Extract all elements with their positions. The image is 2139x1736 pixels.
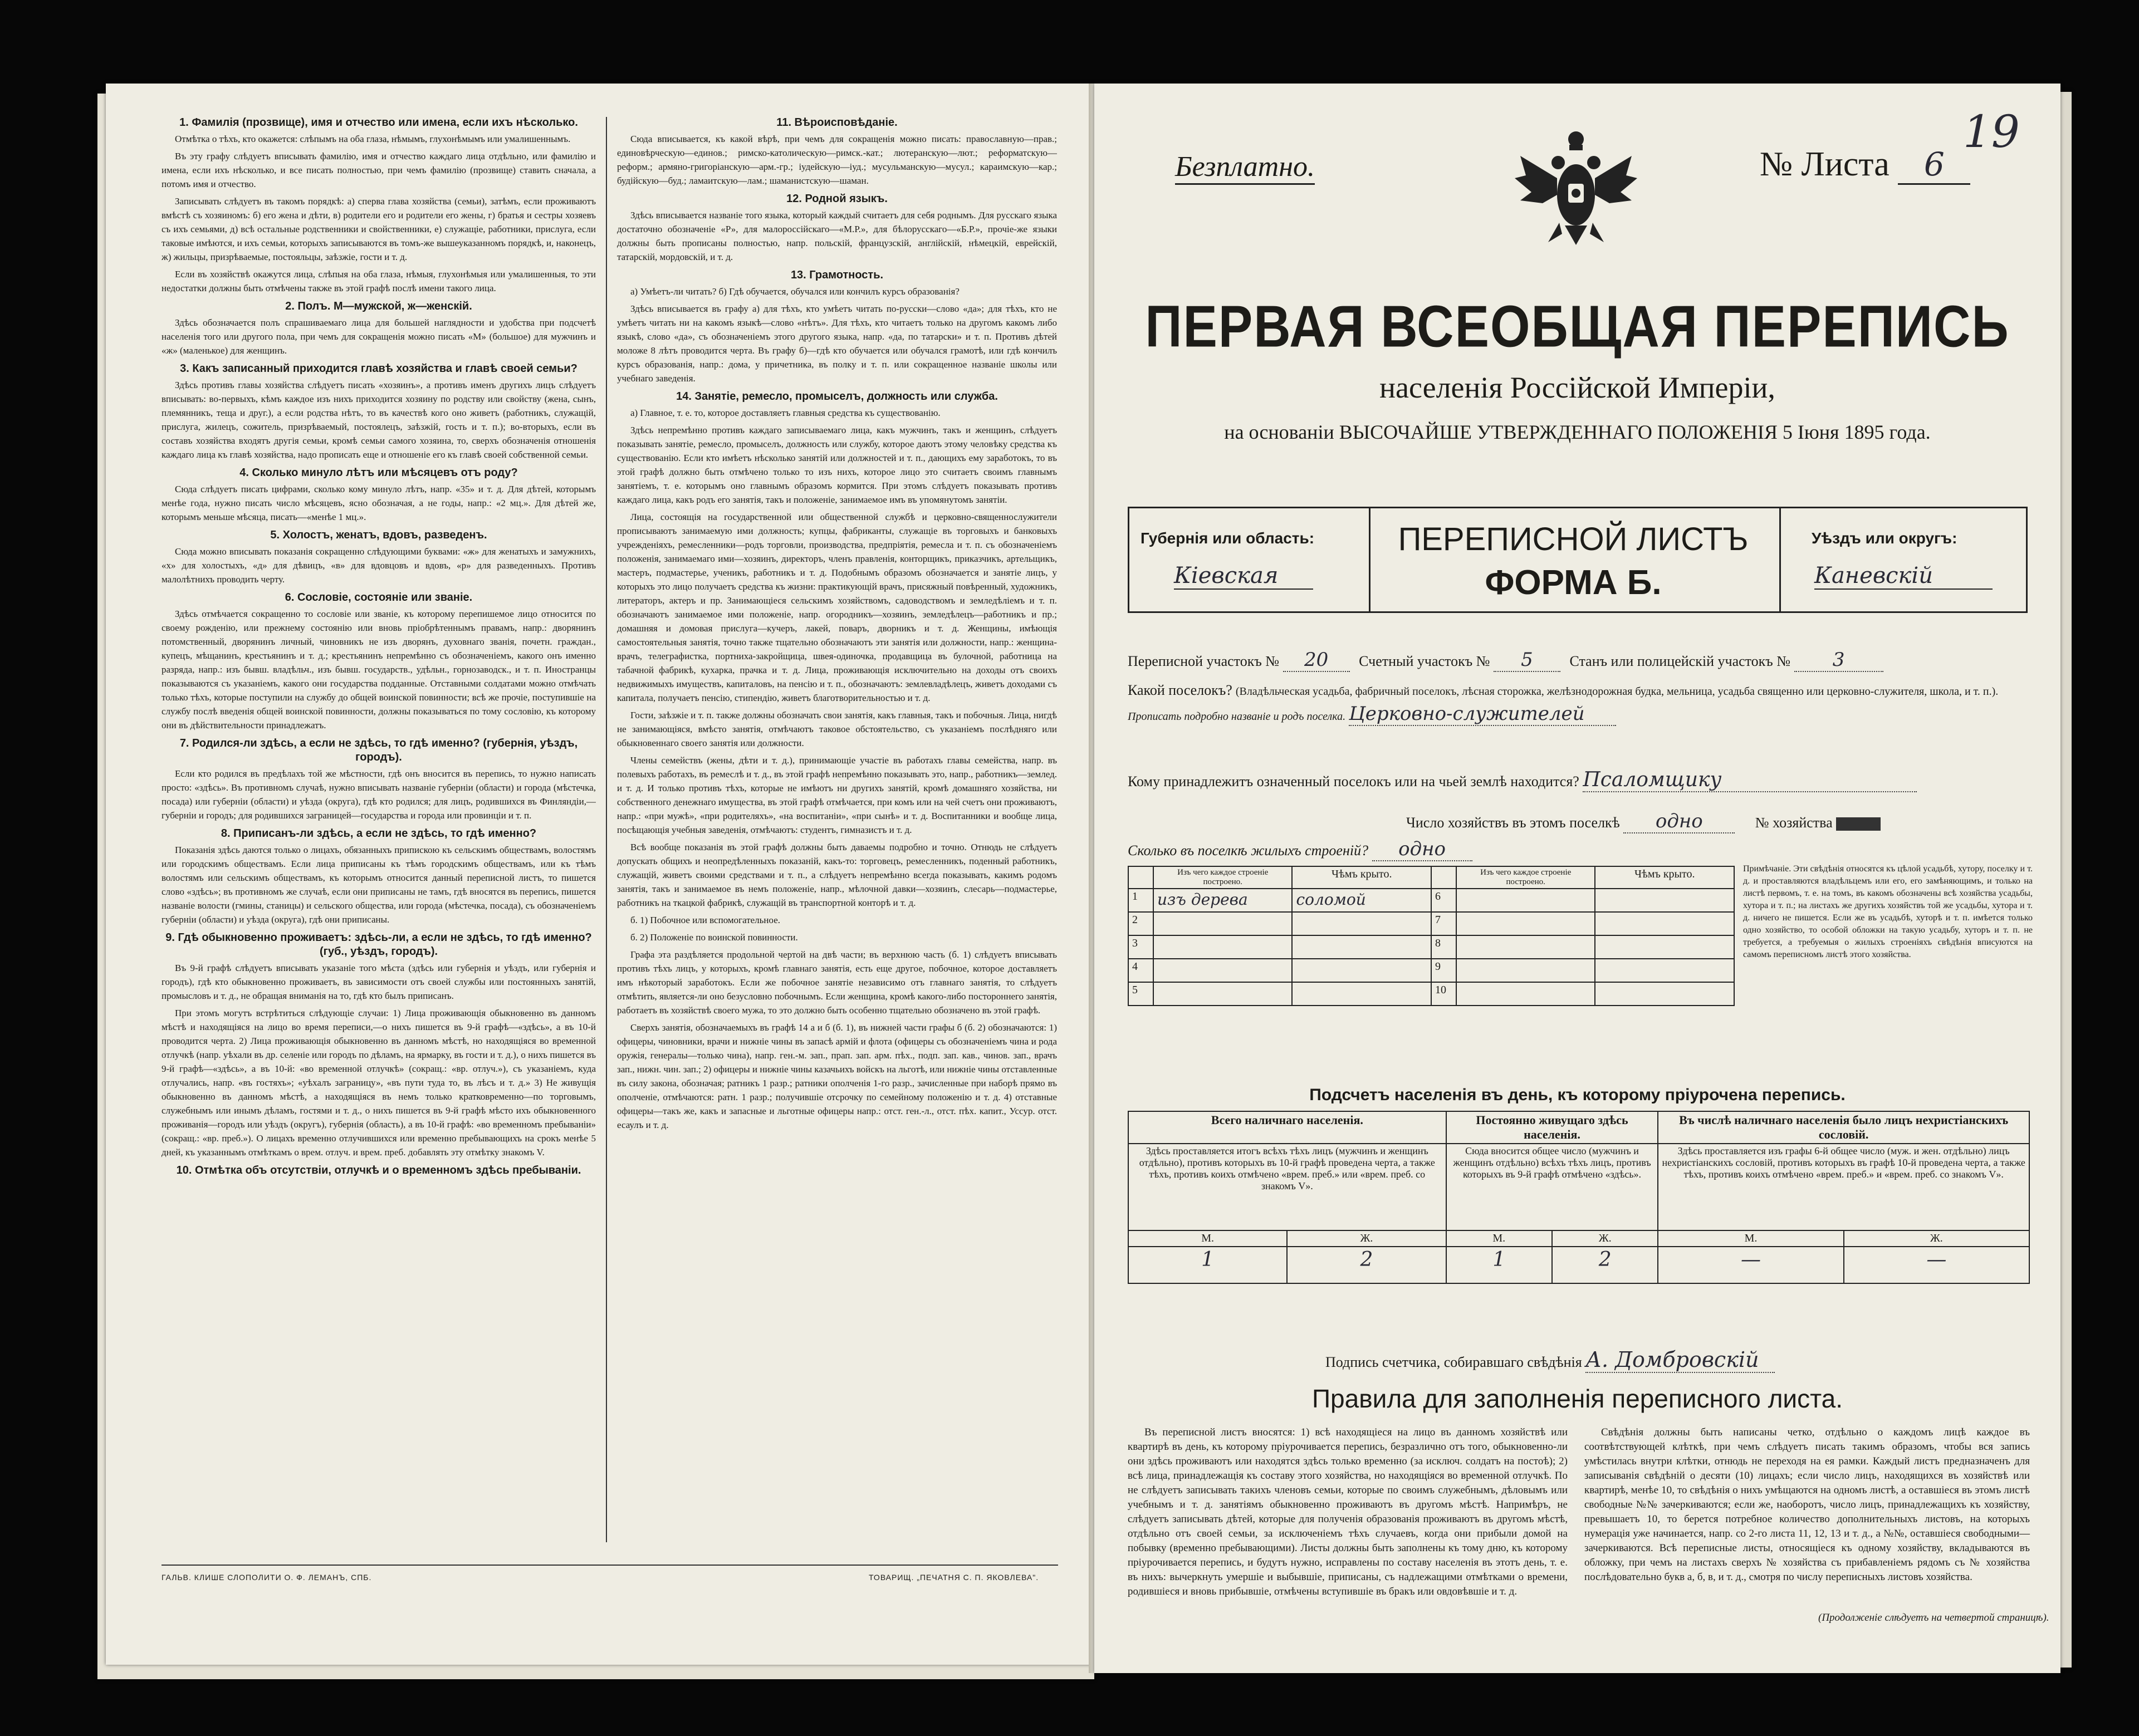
settlement-hint: (Владѣльческая усадьба, фабричный поселокъ, лѣсная сторожка, желѣзнодорожная будка, мельница, усадьба священно или церковно-служителя, школа, и т. п.).	[1235, 685, 1999, 698]
instruction-heading: 14. Занятіе, ремесло, промыселъ, должность или служба.	[676, 390, 998, 403]
building-material[interactable]	[1153, 959, 1293, 982]
counting-district-value[interactable]: 5	[1494, 649, 1560, 672]
female-count[interactable]: 2	[1287, 1247, 1446, 1283]
signature-label: Подпись счетчика, собиравшаго свѣдѣнія	[1325, 1354, 1582, 1370]
sheet-number-label: № Листа	[1760, 145, 1890, 183]
building-material[interactable]	[1153, 912, 1293, 935]
census-title: ПЕРВАЯ ВСЕОБЩАЯ ПЕРЕПИСЬ	[1145, 294, 2010, 360]
building-row	[1128, 935, 1734, 959]
column-divider	[606, 117, 607, 1542]
district-line	[1128, 649, 1883, 672]
gubernia-value[interactable]: Кіевская	[1174, 563, 1313, 590]
roof-header: Чѣмъ крыто.	[1292, 866, 1431, 889]
building-roof[interactable]	[1595, 889, 1734, 912]
building-number: 9	[1431, 959, 1456, 982]
male-count[interactable]: 1	[1446, 1247, 1552, 1283]
instruction-paragraph: Записывать слѣдуетъ въ такомъ порядкѣ: а) сперва глава хозяйства (семьи), затѣмъ, если проживаютъ вмѣстѣ съ хозяиномъ: б) его жена и дѣти, в) родители его и родители его жены, г) братья и сестры хозяевъ съ ихъ семьями, д) всѣ остальные родственники и свойственники, е) служащіе, работники, прислуга, если таковые имѣются, и ихъ семьи, которыхъ записываются въ томъ-же вышеуказанномъ порядкѣ, и, наконецъ, ж) жильцы, призрѣваемые, постояльцы, заѣзжіе, гости и т. д.	[161, 196, 596, 262]
building-roof[interactable]	[1292, 982, 1431, 1006]
rules-title: Правила для заполненія переписного листа.	[1311, 1384, 1843, 1413]
instruction-heading: 1. Фамилія (прозвище), имя и отчество или имена, если ихъ нѣсколько.	[179, 116, 578, 129]
building-material[interactable]: изъ дерева	[1153, 889, 1293, 912]
population-count-table	[1128, 1111, 2030, 1284]
building-material[interactable]	[1456, 889, 1595, 912]
female-label: Ж.	[1844, 1230, 2029, 1247]
household-number-label: № хозяйства	[1755, 815, 1833, 831]
building-number: 3	[1128, 935, 1153, 959]
instruction-paragraph: а) Умѣетъ-ли читать? б) Гдѣ обучается, обучался или кончилъ курсъ образованія?	[630, 286, 960, 297]
instruction-paragraph: Гости, заѣзжіе и т. п. также должны обозначать свои занятія, какъ главныя, такъ и побочныя. Лица, нигдѣ не занимающіяся, вмѣсто занятія, отмѣчаютъ таковое обстоятельство, съ указаніемъ послѣдняго или обыкновеннаго своего занятія или должности.	[617, 710, 1057, 748]
households-line	[1406, 810, 1881, 833]
instruction-paragraph: Всѣ вообще показанія въ этой графѣ должны быть даваемы подробно и точно. Отнюдь не слѣдуетъ допускать общихъ и неопредѣленныхъ показаній, какъ-то: торговецъ, ремесленникъ, поденный работникъ, служащій, живетъ своими средствами и т. п., а слѣдуетъ непремѣнно всегда показывать, какимъ родомъ занятія, такъ и занимаемое въ немъ положеніе, напр., мѣлочной давки—хозяинъ, слесарь—подмастерье, работникъ на ткацкой фабрикѣ, служащій въ транспортной конторѣ и т. д.	[617, 842, 1057, 908]
building-number: 10	[1431, 982, 1456, 1006]
instruction-paragraph: Сюда вписывается, къ какой вѣрѣ, при чемъ для сокращенія можно писать: православную—прав.; единовѣрческую—единов.; римско-католическую—римск.-кат.; лютеранскую—лют.; реформатскую—реформ.; армяно-григоріанскую—арм.-гр.; іудейскую—іуд.; мусульманскую—мусул.; караимскую—кар.; будійскую—буд.; ламаитскую—лам.; шаманистскую—шаман.	[617, 134, 1057, 186]
settlement-block	[1128, 679, 2030, 728]
uezd-label: Уѣздъ или округъ:	[1812, 529, 1957, 547]
building-roof[interactable]	[1595, 982, 1734, 1006]
buildings-line	[1128, 838, 1472, 861]
instruction-heading: 12. Родной языкъ.	[786, 193, 888, 205]
instruction-paragraph: Здѣсь вписывается названіе того языка, который каждый считаетъ для себя роднымъ. Для русскаго языка достаточно обозначеніе «Р», для малороссійскаго—«М.Р.», для бѣлорусскаго—«Б.Р.», прочіе-же языки должны быть прописаны полностью, напр. польскій, французскій, англійскій, нѣмецкій, еврейскій, татарскій, мордовскій, и т. д.	[617, 210, 1057, 262]
roof-header: Чѣмъ крыто.	[1595, 866, 1734, 889]
female-count[interactable]: 2	[1552, 1247, 1658, 1283]
building-roof[interactable]: соломой	[1292, 889, 1431, 912]
instruction-heading: 11. Вѣроисповѣданіе.	[776, 116, 898, 129]
instruction-heading: 5. Холостъ, женатъ, вдовъ, разведенъ.	[270, 529, 487, 541]
instruction-heading: 3. Какъ записанный приходится главѣ хозяйства и главѣ своей семьи?	[180, 362, 577, 375]
instruction-paragraph: б. 1) Побочное или вспомогательное.	[630, 915, 781, 925]
male-label: М.	[1658, 1230, 1843, 1247]
police-district-label: Станъ или полицейскій участокъ №	[1569, 653, 1791, 669]
rules-text-right: Свѣдѣнія должны быть написаны четко, отдѣльно о каждомъ лицѣ каждое въ соотвѣтствующей клѣткѣ, при чемъ слѣдуетъ писать такимъ образомъ, чтобы вся запись умѣстилась внутри клѣтки, отнюдь не переходя на ея рамки. Каждый листъ предназначенъ для записыванія свѣдѣній о десяти (10) лицахъ; если число лицъ, находящихся въ хозяйствѣ или квартирѣ, менѣе 10, то свѣдѣнія о нихъ умѣщаются на одномъ листѣ, а оставшіеся въ этомъ листѣ свободные №№ зачеркиваются; если же, наоборотъ, число лицъ, принадлежащихъ къ хозяйству, превышаетъ 10, то берется потребное количество дополнительныхъ листовъ, на которыхъ нумерація уже начинается, напр. со 2-го листа 11, 12, 13 и т. д., а №№, оставшіеся свободными—зачеркиваются. Всѣ переписные листы, относящіеся къ одному хозяйству, вкладываются въ обложку, при чемъ на листахъ сверхъ № хозяйства съ прибавленіемъ рядомъ съ № хозяйства послѣдовательно букв а, б, в, и т. д., смотря по числу переписныхъ листовъ хозяйства.	[1584, 1426, 2030, 1583]
instruction-paragraph: Если въ хозяйствѣ окажутся лица, слѣпыя на оба глаза, нѣмыя, глухонѣмыя или умалишенныя, то эти недостатки должны быть отмѣчены также въ этой графѣ послѣ имени такого лица.	[161, 269, 596, 293]
right-page	[1094, 84, 2060, 1673]
count-column-header: Постоянно живущаго здѣсь населенія.	[1446, 1111, 1658, 1144]
building-number: 8	[1431, 935, 1456, 959]
census-district-label: Переписной участокъ №	[1128, 653, 1280, 669]
instruction-paragraph: Сюда слѣдуетъ писать цифрами, сколько кому минуло лѣтъ, напр. «35» и т. д. Для дѣтей, которымъ менѣе года, нужно писать число мѣсяцевъ, ясно обозначая, а не годы, напр.: «2 мц.». Для дѣтей же, которымъ меньше мѣсяца, писать—«менѣе 1 мц.».	[161, 484, 596, 522]
building-row	[1128, 982, 1734, 1006]
count-column-description: Сюда вносится общее число (мужчинъ и женщинъ отдѣльно) всѣхъ тѣхъ лицъ, противъ которыхъ въ 9-й графѣ отмѣчено «здѣсь».	[1446, 1144, 1658, 1230]
building-number: 4	[1128, 959, 1153, 982]
imprint-right: ТОВАРИЩ. „ПЕЧАТНЯ С. П. ЯКОВЛЕВА".	[869, 1573, 1039, 1582]
instruction-heading: 10. Отмѣтка объ отсутствіи, отлучкѣ и о временномъ здѣсь пребываніи.	[176, 1164, 581, 1176]
buildings-table	[1128, 866, 1735, 1006]
instruction-paragraph: Въ 9-й графѣ слѣдуетъ вписывать указаніе того мѣста (здѣсь или губернія и уѣздъ, или губернія и городъ), гдѣ кто обыкновенно проживаетъ, въ зависимости отъ своей службы или постоянныхъ занятій, промысловъ и т. д., не обращая вниманія на то, гдѣ кто былъ приписанъ.	[161, 963, 596, 1001]
building-material[interactable]	[1456, 912, 1595, 935]
male-count[interactable]: 1	[1128, 1247, 1287, 1283]
instruction-paragraph: Здѣсь вписывается въ графу а) для тѣхъ, кто умѣетъ читать по-русски—слово «да»; для тѣхъ, кто не умѣетъ читать ни на какомъ языкѣ—слово «нѣтъ». Для тѣхъ, кто читаетъ только на другомъ какомъ либо языкѣ, слово «да», съ обозначеніемъ этого другого языка, напр. «да, по татарски» и т. п. Противъ дѣтей моложе 8 лѣтъ проводится черта. Въ графу б)—гдѣ кто обучается или обучался грамотѣ, или гдѣ кончилъ курсъ образованія, напр.: дома, у причетника, въ полку и т. п. или сокращенное названіе школы или учебнаго заведенія.	[617, 303, 1057, 384]
building-material[interactable]	[1456, 982, 1595, 1006]
sheet-number-field	[1760, 145, 1970, 185]
settlement-hint-2: Прописать подробно названіе и родъ поселка.	[1128, 710, 1346, 723]
rules-text-left: Въ переписной листъ вносятся: 1) всѣ находящіеся на лицо въ данномъ хозяйствѣ или квартирѣ въ день, къ которому пріурочивается перепись, безразлично отъ того, обыкновенно-ли они здѣсь проживаютъ или находятся здѣсь только временно (за исключ. солдатъ на постоѣ); 2) всѣ лица, принадлежащія къ составу этого хозяйства, но находящіяся во временной отлучкѣ. По не слѣдуетъ записывать такихъ членовъ семьи, которые по своимъ служебнымъ, дѣловымъ или учебнымъ и т. д. занятіямъ обыкновенно проживаютъ въ другомъ мѣстѣ. Напримѣръ, не слѣдуетъ записывать дѣтей, которые для полученія образованія проживаютъ въ другомъ мѣстѣ, отдѣльно отъ своей семьи, за исключеніемъ тѣхъ случаевъ, когда они прибыли домой на побывку (временно пребывающими). Листы должны быть заполнены къ тому дню, къ которому пріурочивается перепись, и будутъ нужно, исправлены по составу населенія въ этотъ день, т. е. въ нихъ: вычеркнуть умершіе и выбывшіе, приписаны, съ надлежащими отмѣтками о времени, родившіеся и вновь прибывшіе, отмѣчены вступившіе въ бракъ или овдовѣвшіе и т. д.	[1128, 1426, 1568, 1597]
owner-line	[1128, 768, 1917, 792]
uezd-value[interactable]: Каневскій	[1814, 563, 1993, 590]
female-label: Ж.	[1287, 1230, 1446, 1247]
building-number: 5	[1128, 982, 1153, 1006]
instructions-column-1	[161, 111, 596, 1548]
building-roof[interactable]	[1292, 912, 1431, 935]
left-page	[106, 84, 1091, 1665]
instruction-heading: 6. Сословіе, состояніе или званіе.	[285, 591, 473, 604]
double-headed-eagle-icon	[1509, 122, 1643, 256]
count-column-header: Всего наличнаго населенія.	[1128, 1111, 1446, 1144]
buildings-note: Примѣчаніе. Эти свѣдѣнія относятся къ цѣлой усадьбѣ, хутору, поселку и т. д. и проставляются владѣльцемъ или его, его замѣняющимъ, и только на листѣ первомъ, т. е. на томъ, въ какомъ обозначены всѣ хозяйства усадьбы, хутора и т. п.; на листахъ же другихъ хозяйствъ той же усадьбы, хутора и т. д. ничего не пишется. Если же въ усадьбѣ, хуторѣ и т. п. имѣется только одно хозяйство, то особой обложки на такую усадьбу, хуторъ и т. п. не требуется, а требуемыя о жилыхъ строеніяхъ свѣдѣнія вписуются на самомъ переписномъ листѣ этого хозяйства.	[1743, 864, 2033, 959]
female-label: Ж.	[1552, 1230, 1658, 1247]
form-title-line-1: ПЕРЕПИСНОЙ ЛИСТЪ	[1398, 521, 1749, 557]
building-number: 6	[1431, 889, 1456, 912]
female-count[interactable]: —	[1844, 1247, 2029, 1283]
police-district-value[interactable]: 3	[1794, 649, 1883, 672]
instruction-paragraph: Въ эту графу слѣдуетъ вписывать фамилію, имя и отчество каждаго лица отдѣльно, или фамилію и имена, если ихъ нѣсколько, и все писать полностью, при чемъ фамилію (прозвище) ставить сначала, а потомъ имя и отчество.	[161, 151, 596, 189]
instruction-heading: 7. Родился-ли здѣсь, а если не здѣсь, то гдѣ именно? (губернія, уѣздъ, городъ).	[179, 737, 578, 763]
census-district-value[interactable]: 20	[1283, 649, 1350, 672]
instruction-paragraph: Здѣсь обозначается полъ спрашиваемаго лица для большей наглядности и удобства при подсчетѣ населенія того или другого пола, при чемъ для сокращенія можно писать «М» (большое) для мужчинъ и «ж» (маленькое) для женщинъ.	[161, 317, 596, 356]
instruction-paragraph: Отмѣтка о тѣхъ, кто окажется: слѣпымъ на оба глаза, нѣмымъ, глухонѣмымъ или умалишеннымъ.	[175, 134, 571, 144]
instruction-paragraph: Здѣсь противъ главы хозяйства слѣдуетъ писать «хозяинъ», а противъ именъ другихъ лицъ слѣдуетъ вписывать: во-первыхъ, кѣмъ каждое изъ нихъ приходится хозяину по родству или свойству (жена, сынъ, племянникъ, теща и друг.), а если родства нѣтъ, то въ качествѣ кого оно живетъ (работникъ, служащій, прислуга, жилецъ, сожитель, призрѣваемый, постоялецъ, заѣзжій, гость и т. п.); во-вторыхъ, если въ составъ хозяйства входятъ другія семьи, кромѣ семьи самого хозяина, то, сверхъ обозначенія отношенія каждаго лица къ главѣ хозяйства, надо прописать еще и отношеніе его къ главѣ своей собственной семьи.	[161, 380, 596, 460]
instruction-paragraph: Лица, состоящія на государственной или общественной службѣ и церковно-священнослужители прописываютъ занимаемую ими должность; купцы, фабриканты, служащіе въ торговыхъ и банковыхъ учрежденіяхъ, ремесленники—родъ торговли, производства, предпріятія, ремесла и т. п. съ обозначеніемъ положенія, занимаемаго ими—хозяинъ, директоръ, членъ правленія, конторщикъ, приказчикъ, артельщикъ, мастеръ, подмастерье, ученикъ, работникъ и т. д. Подобнымъ образомъ обозначается и занятіе лицъ, у которыхъ это лицо получаетъ средства къ жизни: практикующій врачъ, присяжный повѣренный, художникъ, литераторъ, актеръ и пр. Занимающіеся сельскимъ хозяйствомъ, садоводствомъ и земледѣліемъ и т. п. обозначаютъ занимаемое ими положеніе, напр. огородникъ—хозяинъ, земледѣлецъ—работникъ и пр.; домашняя и домовая прислуга—кучеръ, лакей, поваръ, дворникъ и т. д. Женщины, имѣющія самостоятельныя занятія, точно также тщательно обозначаютъ эти занятія или должности, напр.: женщина-врачъ, телеграфистка, портниха-закройщица, швея-одиночка, продавщица въ булочной, работница на табачной фабрикѣ, кухарка, прачка и т. д. Лица, проживающія исключительно на доходы отъ своихъ недвижимыхъ имуществъ, капиталовъ, на пенсію и т. п., обозначаютъ: землевладѣлецъ, живетъ доходами съ капитала, получаетъ пенсію, стипендію, живетъ благотворительностью и т. д.	[617, 512, 1057, 703]
building-roof[interactable]	[1595, 959, 1734, 982]
census-subtitle: населенія Россійской Имперіи,	[1379, 371, 1775, 404]
continued-note: (Продолженіе слѣдуетъ на четвертой страницѣ).	[1818, 1612, 2049, 1624]
building-material[interactable]	[1456, 959, 1595, 982]
households-value[interactable]: одно	[1623, 810, 1735, 833]
instruction-paragraph: Члены семействъ (жены, дѣти и т. д.), принимающіе участіе въ работахъ главы семейства, напр. въ полевыхъ работахъ, въ ремеслѣ и т. д., въ этой графѣ непремѣнно показывать это, напр., работникъ—землед. и т. д. И только противъ тѣхъ, которые не имѣютъ ни другихъ занятій, кромѣ домашняго хозяйства, ни собственного денежнаго имущества, въ этой графѣ отмѣчается, при комъ или на чей счетъ они проживаютъ, напр.: «при мужѣ», «при родителяхъ», «на воспитаніи», «при сынѣ» и т. д. Воспитанники и вообще лица, посѣщающія учебныя заведенія, отмѣчаютъ: студентъ, гимназистъ и т. д.	[617, 755, 1057, 835]
form-title-box	[1367, 507, 1779, 613]
male-label: М.	[1128, 1230, 1287, 1247]
building-roof[interactable]	[1595, 935, 1734, 959]
instruction-heading: 2. Полъ. М—мужской, ж—женскій.	[285, 300, 472, 312]
instructions-column-2	[617, 111, 1057, 1548]
built-of-header: Изъ чего каждое строеніе построено.	[1153, 866, 1293, 889]
signature-line	[1325, 1347, 1775, 1373]
instruction-paragraph: Сюда можно вписывать показанія сокращенно слѣдующими буквами: «ж» для женатыхъ и замужнихъ, «х» для холостыхъ, «д» для дѣвицъ, «в» для вдовцовъ и вдовъ, «р» для разведенныхъ. Противъ малолѣтнихъ проводить черту.	[161, 546, 596, 585]
instruction-paragraph: а) Главное, т. е. то, которое доставляетъ главныя средства къ существованію.	[630, 408, 941, 418]
count-column-description: Здѣсь проставляется итогъ всѣхъ тѣхъ лицъ (мужчинъ и женщинъ отдѣльно), противъ которыхъ въ 10-й графѣ проведена черта, а также тѣхъ, противъ коихъ отмѣчено «врем. преб.» или «врем. преб. со знакомъ V».	[1128, 1144, 1446, 1230]
form-title-line-2: ФОРМА Б.	[1485, 563, 1662, 602]
male-count[interactable]: —	[1658, 1247, 1843, 1283]
built-of-header: Изъ чего каждое строеніе построено.	[1456, 866, 1595, 889]
imprint-left: ГАЛЬВ. КЛИШЕ СЛОПОЛИТИ О. Ф. ЛЕМАНЪ, СПБ.	[161, 1573, 372, 1582]
building-material[interactable]	[1153, 935, 1293, 959]
buildings-value[interactable]: одно	[1372, 838, 1472, 861]
corner-sheet-number: 19	[1963, 106, 2020, 158]
building-row	[1128, 912, 1734, 935]
instruction-paragraph: Графа эта раздѣляется продольной чертой на двѣ части; въ верхнюю часть (б. 1) слѣдуетъ вписывать противъ тѣхъ лицъ, у которыхъ, кромѣ главнаго занятія, есть еще другое, побочное, которое доставляетъ имъ нѣкоторый заработокъ. Если же побочное занятіе независимо отъ главнаго занятія, то слѣдуетъ отмѣтить, является-ли оно безусловно побочнымъ. Если женщина, кромѣ какого-либо постороннего занятія, работаетъ въ хозяйствѣ своего мужа, то это должно быть особенно тщательно обозначено въ этой графѣ.	[617, 949, 1057, 1016]
instruction-heading: 4. Сколько минуло лѣтъ или мѣсяцевъ отъ роду?	[239, 467, 518, 479]
signature-value[interactable]: А. Домбровскій	[1585, 1347, 1775, 1373]
instruction-paragraph: При этомъ могутъ встрѣтиться слѣдующіе случаи: 1) Лица проживающія обыкновенно въ данномъ мѣстѣ и находящіяся на лицо во время переписи,—о нихъ пишется въ 9-й графѣ—«здѣсь», а въ 10-й проводится черта. 2) Лица проживающія обыкновенно въ данномъ мѣстѣ, но находящіяся во временной отлучкѣ (напр. уѣхали въ др. селеніе или городъ по дѣламъ, на ярмарку, въ гости и т. д.), о нихъ пишется въ 9-й графѣ—«здѣсь», а въ 10-й: «во временной отлучкѣ» (сокращ.: «вр. отлуч.»), съ указаніемъ, куда отлучались, напр. «въ гостяхъ»; «уѣхалъ заграницу», «въ пути туда то, въ лѣсъ и т. д.» 3) Не живущія обыкновенно въ данномъ мѣстѣ, а находящіяся въ немъ только кратковременно—по торговымъ, служебнымъ или инымъ дѣламъ, гостями и т. д., о нихъ пишется въ 9-й графѣ мѣсто ихъ обыкновенного проживанія—городъ или уѣздъ (округъ), губернія (область), а въ 10-й графѣ: «во временномъ пребываніи» (сокращ.: «вр. преб.»). О лицахъ временно отлучившихся или временно пребывающихъ на срокъ менѣе 5 дней, къ указаннымъ отмѣткамъ о врем. отлуч. и врем. преб. добавлять эту отмѣтку знакомъ V.	[161, 1008, 596, 1158]
building-material[interactable]	[1153, 982, 1293, 1006]
building-roof[interactable]	[1292, 959, 1431, 982]
building-roof[interactable]	[1595, 912, 1734, 935]
settlement-label: Какой поселокъ?	[1128, 682, 1232, 698]
owner-value[interactable]: Псаломщику	[1583, 768, 1917, 792]
households-label: Число хозяйствъ въ этомъ поселкѣ	[1406, 815, 1620, 831]
free-label: Безплатно.	[1175, 150, 1315, 185]
building-number: 2	[1128, 912, 1153, 935]
sheet-number-value[interactable]: 6	[1898, 145, 1970, 185]
instruction-paragraph: Если кто родился въ предѣлахъ той же мѣстности, гдѣ онъ вносится въ перепись, то нужно написать просто: «здѣсь». Въ противномъ случаѣ, нужно вписывать названіе губерніи (области) и города (мѣстечка, посада) или губерніи (области) и уѣзда (округа), гдѣ кто родился; для лицъ, родившихся въ Финляндіи,—губерніи и городъ; для родившихся заграницей—государства и города или провинціи и т. п.	[161, 768, 596, 821]
settlement-value[interactable]: Церковно-служителей	[1349, 703, 1616, 726]
census-basis: на основаніи ВЫСОЧАЙШЕ УТВЕРЖДЕННАГО ПОЛОЖЕНІЯ 5 Іюня 1895 года.	[1224, 421, 1931, 443]
building-row	[1128, 959, 1734, 982]
uezd-box	[1779, 507, 2028, 613]
household-number-redacted	[1836, 817, 1881, 831]
building-number: 7	[1431, 912, 1456, 935]
instruction-paragraph: Здѣсь отмѣчается сокращенно то сословіе или званіе, къ которому перепишемое лицо относится по своему рожденію, или прежнему состоянію или вновь пріобрѣтеннымъ правамъ, напр.: дворянинъ потомственный, дворянинъ личный, чиновникъ не изъ дворянъ, духовнаго званія, почетн. граждан., купецъ, мѣщанинъ, крестьянинъ и т. д.; крестьянинъ непремѣнно съ обозначеніемъ, какого онъ именно разряда, напр.: изъ бывш. владѣльч., изъ бывш. государств., удѣльн., горнозаводск., и т. п. Иностранцы показываются съ указаніемъ, какого они государства подданные. Отставными солдатами можно отмѣчать только тѣхъ, которые поступили на службу до общей воинской повинности; всѣ же прочіе, поступившіе на службу послѣ введенія общей воинской повинности, должны показываться по тому сословію, къ которому они въ дѣйствительности принадлежатъ.	[161, 609, 596, 730]
building-material[interactable]	[1456, 935, 1595, 959]
building-roof[interactable]	[1292, 935, 1431, 959]
count-column-header: Въ числѣ наличнаго населенія было лицъ нехристіанскихъ сословій.	[1658, 1111, 2029, 1144]
instruction-heading: 8. Приписанъ-ли здѣсь, а если не здѣсь, то гдѣ именно?	[221, 827, 537, 840]
instruction-paragraph: Показанія здѣсь даются только о лицахъ, обязанныхъ припискою къ сельскимъ обществамъ, волостямъ или городскимъ обществамъ. Если лица приписаны къ тѣмъ городскимъ обществамъ, или къ тѣмъ волостямъ или сельскимъ обществамъ, къ которымъ относится данный переписной листъ, то пишется слово «здѣсь»; въ противномъ же случаѣ, если они приписаны не тамъ, гдѣ вносятся въ перепись, пишется названіе волости (гмины, станицы) и сельского общества, или города (мѣстечка, посада), съ обозначеніемъ губерніи (области) и уѣзда (округа), гдѣ они приписаны.	[161, 845, 596, 925]
counting-district-label: Счетный участокъ №	[1359, 653, 1490, 669]
male-label: М.	[1446, 1230, 1552, 1247]
building-row	[1128, 889, 1734, 912]
instruction-heading: 9. Гдѣ обыкновенно проживаетъ: здѣсь-ли, а если не здѣсь, то гдѣ именно? (губ., уѣздъ, городъ).	[165, 931, 592, 958]
count-column-description: Здѣсь проставляется изъ графы 6-й общее число (муж. и жен. отдѣльно) лицъ нехристіанскихъ сословій, противъ которыхъ въ графѣ 10-й проведена черта, а также тѣхъ, противъ коихъ отмѣчено «врем. преб.» и «врем. преб. со знакомъ V».	[1658, 1144, 2029, 1230]
buildings-label: Сколько въ поселкѣ жилыхъ строеній?	[1128, 842, 1369, 859]
population-count-title: Подсчетъ населенія въ день, къ которому пріурочена перепись.	[1309, 1086, 1846, 1104]
bottom-rule	[161, 1565, 1058, 1566]
instruction-paragraph: б. 2) Положеніе по воинской повинности.	[630, 932, 798, 943]
building-number: 1	[1128, 889, 1153, 912]
gubernia-box	[1128, 507, 1370, 613]
gubernia-label: Губернія или область:	[1141, 529, 1315, 547]
owner-label: Кому принадлежитъ означенный поселокъ или на чьей землѣ находится?	[1128, 773, 1579, 789]
instruction-paragraph: Здѣсь непремѣнно противъ каждаго записываемаго лица, какъ мужчинъ, такъ и женщинъ, слѣдуетъ показывать занятіе, ремесло, промыселъ, должность или службу, которое даютъ этому человѣку средства къ существованію. Если кто имѣетъ нѣсколько занятій или должностей и т. п., дающихъ ему заработокъ, то въ этой графѣ должно быть отмѣчено только то изъ нихъ, которое лицо это считаетъ своимъ главнымъ занятіемъ, т. е. которымъ оно главнымъ образомъ кормится. При этомъ слѣдуетъ показывать противъ каждаго лица, какъ родъ его занятія, такъ и положеніе, занимаемое имъ въ упомянутомъ занятіи.	[617, 425, 1057, 505]
instruction-paragraph: Сверхъ занятія, обозначаемыхъ въ графѣ 14 а и б (б. 1), въ нижней части графы б (б. 2) обозначаются: 1) офицеры, чиновники, врачи и нижніе чины въ запасѣ армій и флота (офицеры съ обозначеніемъ чина и рода оружія, генералы—только чина), напр. ген.-м. зап., прап. зап. арм. пѣх., подп. зап. кав., чинов. зап., врачъ зап., нижн. чин. зап.; 2) офицеры и нижніе чины казачьихъ войскъ на льготѣ, или нижніе чины отставленные въ силу закона, обозначая; ратникъ 1 разр.; ратники ополченія 1-го разр., зачисленные при наборѣ прямо въ ополченіе, отмѣчаются: ратн. 1 разр.; получившіе отсрочку по семейному положенію и т. д. 4) отставные офицеры—такъ же, какъ и запасные и льготные офицеры напр.: отст. ген.-л., отст. пѣх. капит., Уссур. отст. есаулъ и т. д.	[617, 1022, 1057, 1130]
instruction-heading: 13. Грамотность.	[790, 269, 884, 281]
